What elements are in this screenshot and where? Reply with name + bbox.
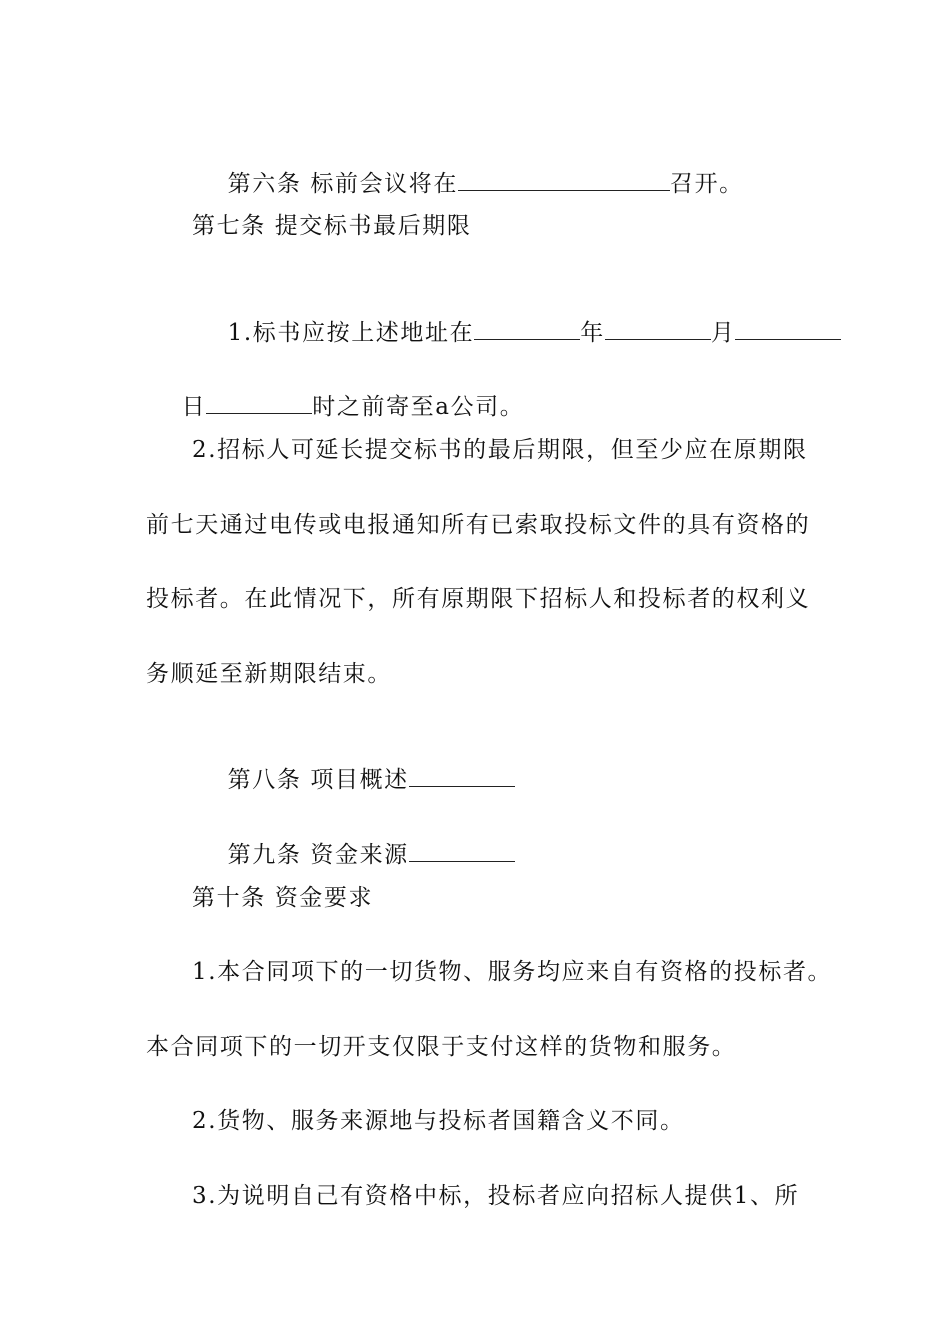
project-overview-blank <box>409 764 515 787</box>
deadline-text: 1.标书应按上述地址在 <box>227 320 475 346</box>
article-7-heading: 第七条 提交标书最后期限 <box>192 213 472 239</box>
paragraph-line: 3.为说明自己有资格中标，投标者应向招标人提供1、所 <box>192 1183 800 1209</box>
article-10-heading: 第十条 资金要求 <box>192 885 374 911</box>
deadline-end: 时之前寄至a公司。 <box>312 394 525 420</box>
day-label: 日 <box>181 394 207 420</box>
paragraph-line: 投标者。在此情况下，所有原期限下招标人和投标者的权利义 <box>146 586 811 612</box>
month-label: 月 <box>710 320 736 346</box>
article-8-text: 第八条 项目概述 <box>227 767 409 793</box>
year-blank <box>474 317 580 340</box>
month-blank <box>605 317 711 340</box>
hour-blank <box>206 391 312 414</box>
funding-source-blank <box>409 839 515 862</box>
article-6-end: 召开。 <box>669 171 744 197</box>
paragraph-line: 2.招标人可延长提交标书的最后期限，但至少应在原期限 <box>192 437 808 463</box>
paragraph-line: 1.本合同项下的一切货物、服务均应来自有资格的投标者。 <box>192 959 833 985</box>
paragraph-line: 2.货物、服务来源地与投标者国籍含义不同。 <box>192 1108 685 1134</box>
paragraph-line: 本合同项下的一切开支仅限于支付这样的货物和服务。 <box>146 1034 737 1060</box>
article-6-text: 第六条 标前会议将在 <box>227 171 458 197</box>
paragraph-line: 前七天通过电传或电报通知所有已索取投标文件的具有资格的 <box>146 512 811 538</box>
year-label: 年 <box>580 320 605 346</box>
meeting-location-blank <box>458 168 670 191</box>
day-blank <box>735 317 841 340</box>
article-9-text: 第九条 资金来源 <box>227 842 409 868</box>
paragraph-line: 务顺延至新期限结束。 <box>146 661 392 687</box>
